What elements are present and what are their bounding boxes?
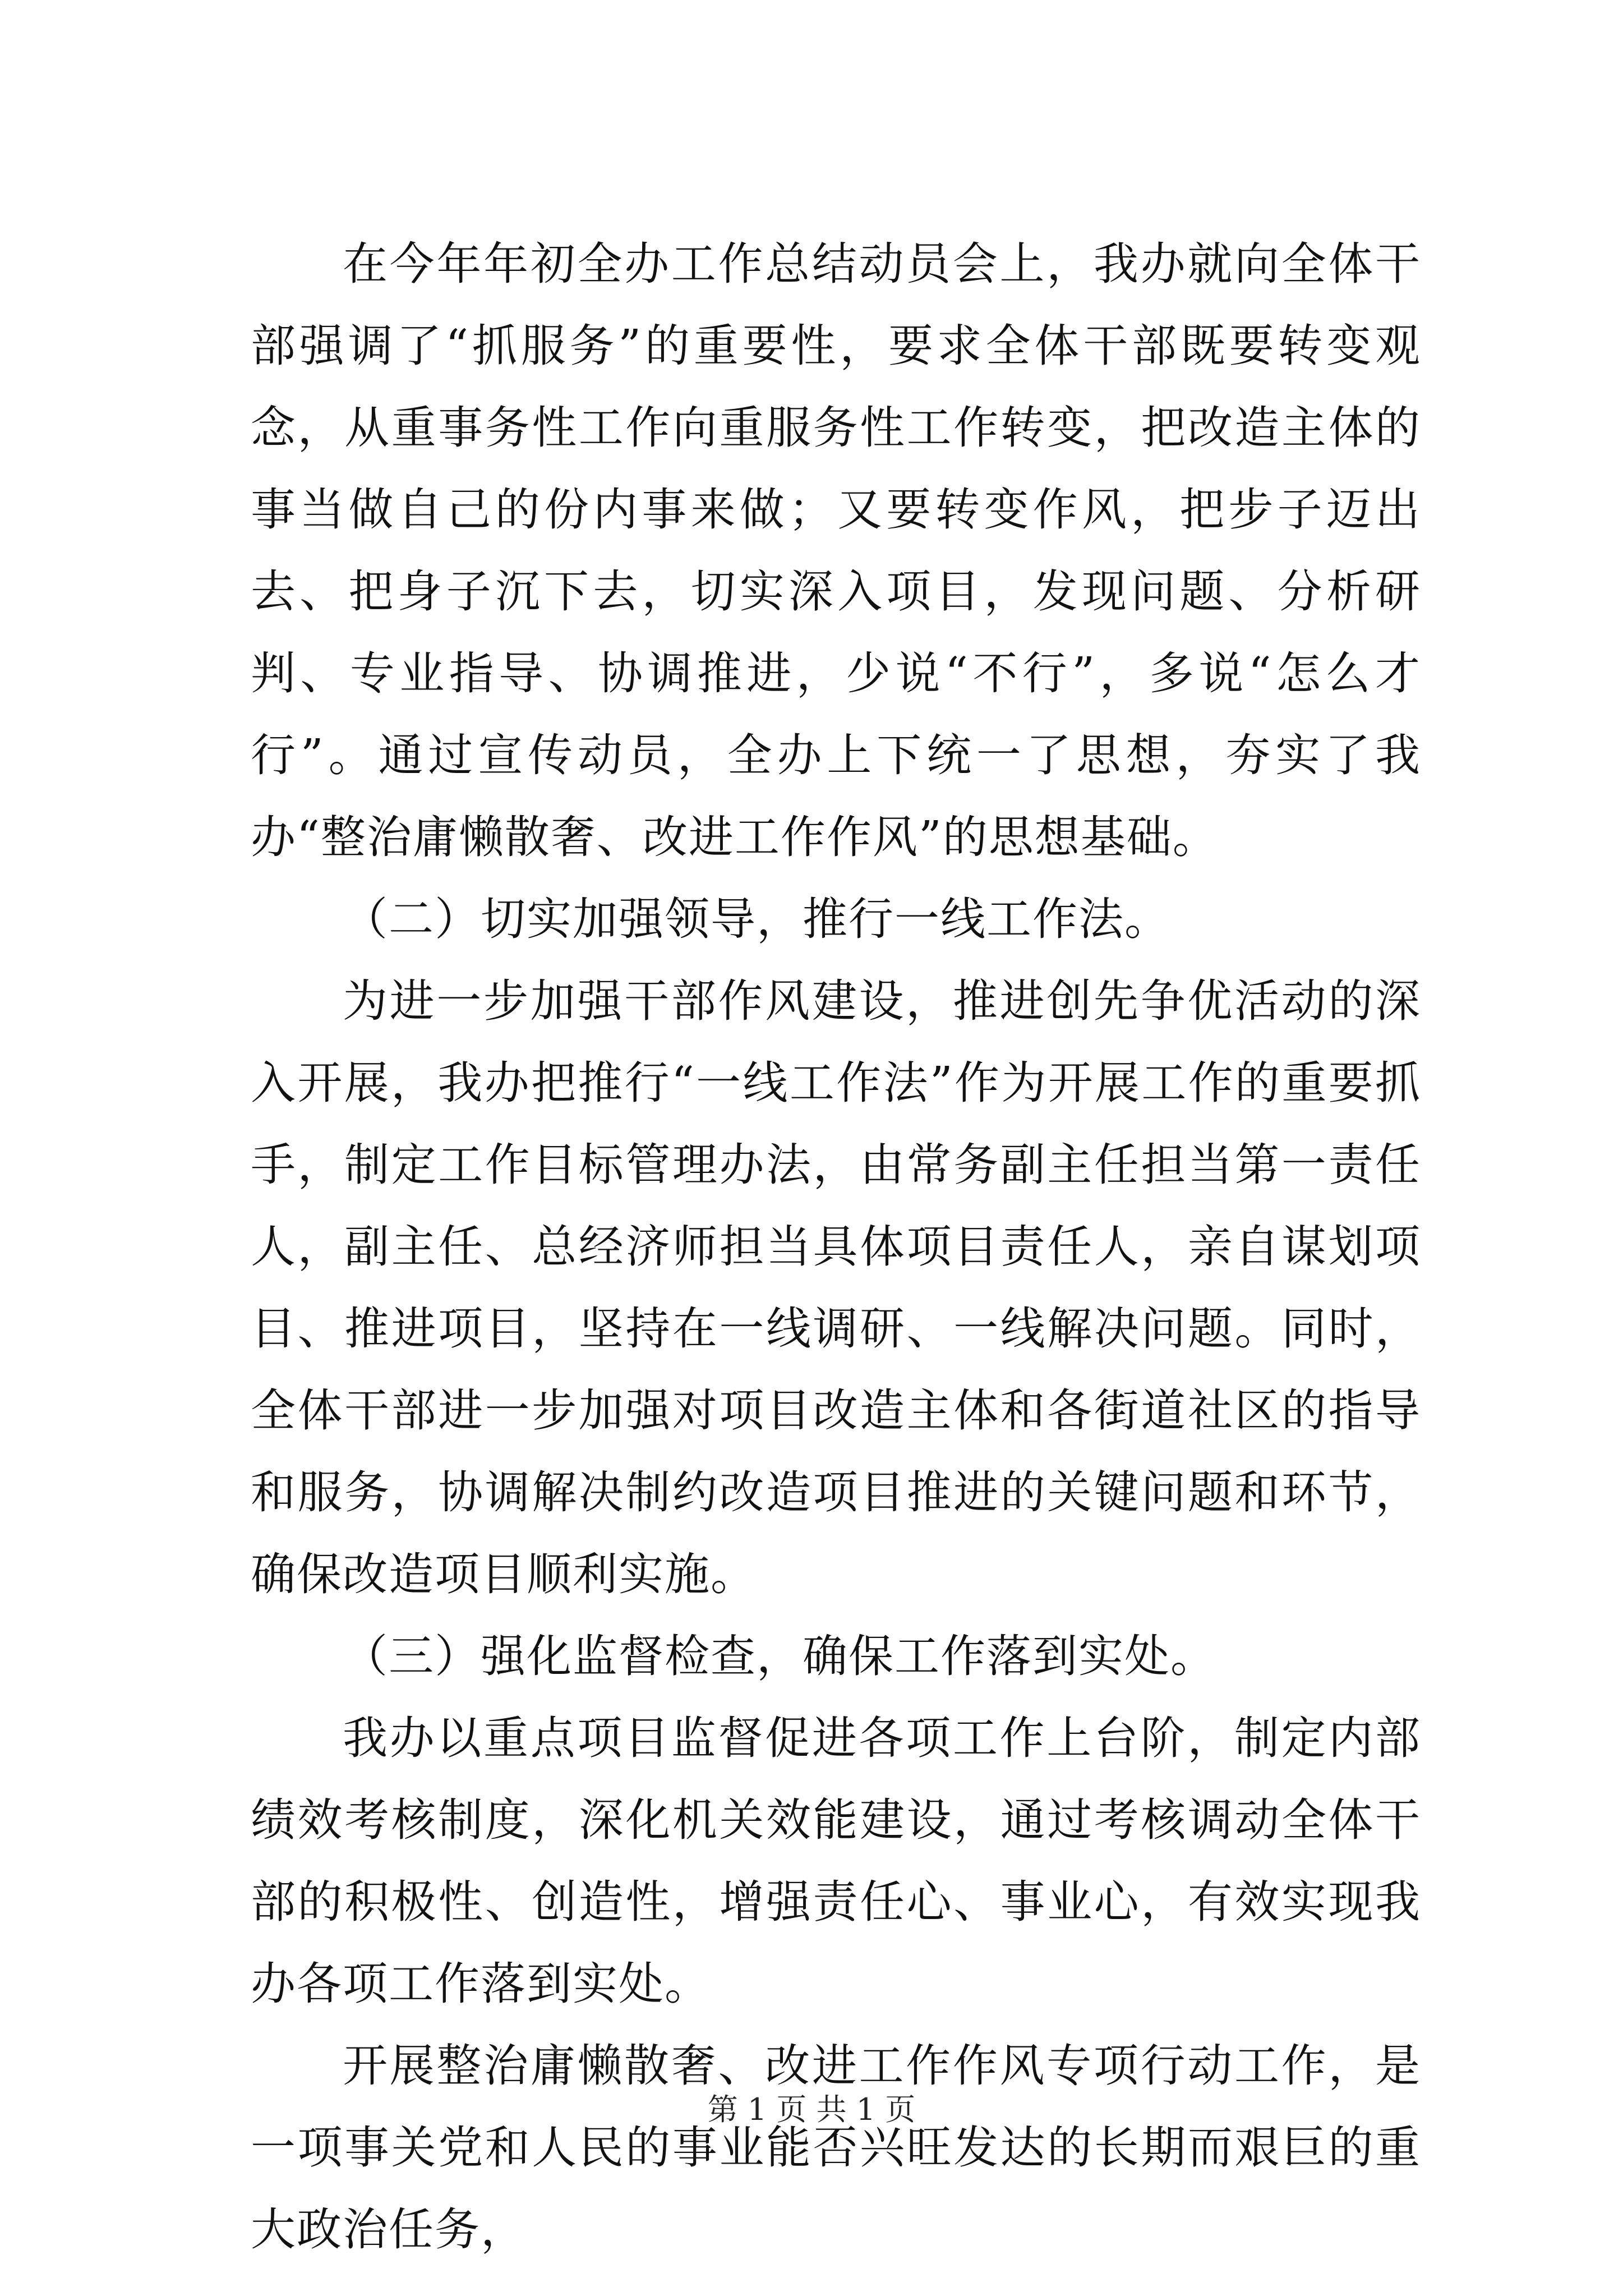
paragraph-1: 在今年年初全办工作总结动员会上，我办就向全体干部强调了“抓服务”的重要性，要求全体干部既要转变观念，从重事务性工作向重服务性工作转变，把改造主体的事当做自己的份内事来做；又要转变作风，把步子迈出去、把身子沉下去，切实深入项目，发现问题、分析研判、专业指导、协调推进，少说“不行”，多说“怎么才行”。通过宣传动员，全办上下统一了思想，夯实了我办“整治庸懒散奢、改进工作作风”的思想基础。 — [251, 238, 1421, 863]
document-body — [251, 223, 1421, 2271]
paragraph-4: 开展整治庸懒散奢、改进工作作风专项行动工作，是一项事关党和人民的事业能否兴旺发达的长期而艰巨的重大政治任务， — [251, 2040, 1421, 2256]
page-footer: 第 1 页 共 1 页 — [707, 2092, 916, 2127]
section-heading-3: （三）强化监督检查，确保工作落到实处。 — [343, 1630, 1216, 1682]
section-heading-2: （二）切实加强领导，推行一线工作法。 — [343, 893, 1170, 945]
paragraph-2: 为进一步加强干部作风建设，推进创先争优活动的深入开展，我办把推行“一线工作法”作为开展工作的重要抓手，制定工作目标管理办法，由常务副主任担当第一责任人，副主任、总经济师担当具体项目责任人，亲自谋划项目、推进项目，坚持在一线调研、一线解决问题。同时，全体干部进一步加强对项目改造主体和各街道社区的指导和服务，协调解决制约改造项目推进的关键问题和环节，确保改造项目顺利实施。 — [251, 975, 1421, 1600]
paragraph-3: 我办以重点项目监督促进各项工作上台阶，制定内部绩效考核制度，深化机关效能建设，通过考核调动全体干部的积极性、创造性，增强责任心、事业心，有效实现我办各项工作落到实处。 — [251, 1712, 1421, 2010]
